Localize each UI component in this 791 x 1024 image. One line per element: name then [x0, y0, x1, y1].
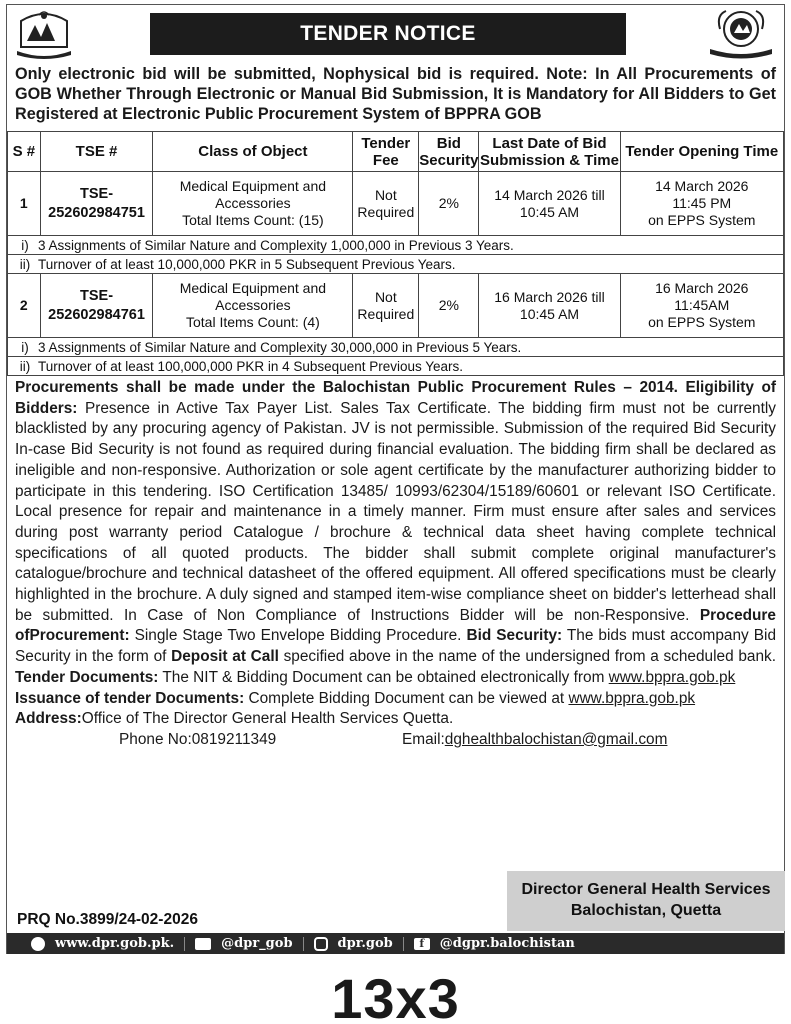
procedure-text: Single Stage Two Envelope Bidding Procedure. — [129, 627, 467, 645]
tender-notice — [6, 4, 785, 954]
col-header-fee: Tender Fee — [353, 132, 419, 172]
deposit-text: specified above in the name of the undersigned from a scheduled bank. — [278, 648, 777, 666]
col-header-security: Bid Security — [419, 132, 479, 172]
requirement-num: i) — [21, 237, 29, 253]
table-row — [8, 172, 784, 236]
footer-bar — [7, 933, 784, 954]
balochistan-emblem-icon — [15, 7, 73, 59]
director-location: Balochistan, Quetta — [570, 902, 722, 919]
table-header-row — [8, 132, 784, 172]
intro-note: Only electronic bid will be submitted, Nophysical bid is required. Note: In All Procurements of GOB Whether Through Electronic or Manual Bid Submission, It is Mandatory for All Bidders to Get Registered at Electronic Public Procurement System of BPPRA GOB — [15, 65, 776, 123]
requirement-text: Turnover of at least 100,000,000 PKR in 4 Subsequent Previous Years. — [38, 358, 464, 374]
rules-heading: Procurements shall be made under the Balochistan Public Procurement Rules – 2014. Eligibility of Bidders: — [15, 379, 776, 417]
email-link[interactable]: dghealthbalochistan@gmail.com — [444, 730, 668, 748]
issuance-label: Issuance of tender Documents: — [15, 689, 245, 707]
cell-security: 2% — [419, 274, 479, 338]
requirement-row — [8, 255, 784, 274]
globe-icon — [31, 937, 45, 951]
contact-row — [15, 730, 776, 752]
requirement-num: ii) — [19, 256, 31, 272]
health-department-logo-icon — [706, 7, 776, 59]
instagram-icon — [314, 937, 328, 951]
bid-security-text: The bids must accompany Bid Security in the form of — [15, 627, 776, 666]
cell-fee: Not Required — [353, 172, 419, 236]
address-label: Address: — [15, 710, 82, 728]
bppra-link-2[interactable]: www.bppra.gob.pk — [568, 689, 696, 707]
cell-security: 2% — [419, 172, 479, 236]
tender-documents-label: Tender Documents: — [15, 668, 159, 686]
requirement-text: 3 Assignments of Similar Nature and Complexity 1,000,000 in Previous 3 Years. — [38, 237, 514, 253]
notice-body — [7, 376, 784, 752]
requirement-text: 3 Assignments of Similar Nature and Complexity 30,000,000 in Previous 5 Years. — [38, 339, 522, 355]
requirement-num: i) — [21, 339, 29, 355]
col-header-last-date: Last Date of Bid Submission & Time — [479, 132, 620, 172]
requirement-num: ii) — [19, 358, 31, 374]
email-label: Email: — [402, 730, 445, 748]
prq-number: PRQ No.3899/24-02-2026 — [17, 911, 198, 928]
notice-header — [7, 5, 784, 61]
deposit-label: Deposit at Call — [171, 648, 279, 666]
cell-sn: 2 — [8, 274, 41, 338]
bid-security-label: Bid Security: — [466, 627, 563, 645]
issuance-text: Complete Bidding Document can be viewed at — [244, 689, 569, 707]
cell-last-date: 14 March 2026 till 10:45 AM — [479, 172, 620, 236]
cell-tse: TSE- 252602984751 — [40, 172, 153, 236]
requirement-text: Turnover of at least 10,000,000 PKR in 5 Subsequent Previous Years. — [38, 256, 456, 272]
footer-twitter[interactable]: @dpr_gob — [221, 936, 293, 951]
footer-website[interactable]: www.dpr.gob.pk. — [55, 936, 175, 951]
address-text: Office of The Director General Health Services Quetta. — [81, 710, 454, 728]
page-title: TENDER NOTICE — [150, 13, 626, 55]
twitter-icon — [195, 938, 211, 950]
col-header-tse: TSE # — [40, 132, 153, 172]
eligibility-text: Presence in Active Tax Payer List. Sales Tax Certificate. The bidding firm must not be currently blacklisted by any procuring agency of Pakistan. JV is not permissible. Submission of the required Bid Security In-case Bid Security is not found as required during financial evaluation. The bidding firm shall be declared as ineligible and non-responsive. Authorization or sole agent certificate by the manufacturer authorizing bidder to participate in this tendering. ISO Certification 13485/ 10993/62304/15189/60601 or relevant ISO Certificate. Local presence for repair and maintenance in a timely manner. Firm must ensure after sales and services during post warranty period Catalogue / brochure & technical data sheet having complete technical specifications of all quoted products. The bidder shall submit complete original manufacturer's catalogue/brochure and technical datasheet of the offered equipment. All offered specifications must be clearly highlighted in the brochure. A duly signed and stamped item-wise compliance sheet on bidder's letterhead shall be submitted. In Case of Non Compliance of Instructions Bidder will be non-Responsive. — [15, 399, 776, 624]
col-header-sn: S # — [8, 132, 41, 172]
ad-size-label: 13x3 — [331, 967, 460, 1024]
col-header-class: Class of Object — [153, 132, 353, 172]
cell-opening: 14 March 2026 11:45 PM on EPPS System — [620, 172, 783, 236]
procedure-label: Procedure ofProcurement: — [15, 606, 776, 645]
col-header-opening: Tender Opening Time — [620, 132, 783, 172]
tender-table — [7, 131, 784, 376]
cell-class: Medical Equipment and Accessories Total Items Count: (4) — [153, 274, 353, 338]
phone-number: Phone No:0819211349 — [119, 730, 277, 748]
cell-fee: Not Required — [353, 274, 419, 338]
director-title: Director General Health Services — [521, 881, 771, 898]
email-line — [402, 730, 667, 751]
cell-tse: TSE- 252602984761 — [40, 274, 153, 338]
cell-opening: 16 March 2026 11:45AM on EPPS System — [620, 274, 783, 338]
table-row — [8, 274, 784, 338]
bppra-link[interactable]: www.bppra.gob.pk — [608, 668, 736, 686]
requirement-row — [8, 236, 784, 255]
facebook-icon: f — [414, 938, 430, 950]
tender-documents-text: The NIT & Bidding Document can be obtained electronically from — [158, 668, 609, 686]
cell-class: Medical Equipment and Accessories Total Items Count: (15) — [153, 172, 353, 236]
requirement-row — [8, 338, 784, 357]
cell-sn: 1 — [8, 172, 41, 236]
director-signature-block — [507, 871, 785, 931]
cell-last-date: 16 March 2026 till 10:45 AM — [479, 274, 620, 338]
footer-facebook[interactable]: @dgpr.balochistan — [439, 936, 575, 951]
footer-instagram[interactable]: dpr.gob — [337, 936, 393, 951]
requirement-row — [8, 357, 784, 376]
